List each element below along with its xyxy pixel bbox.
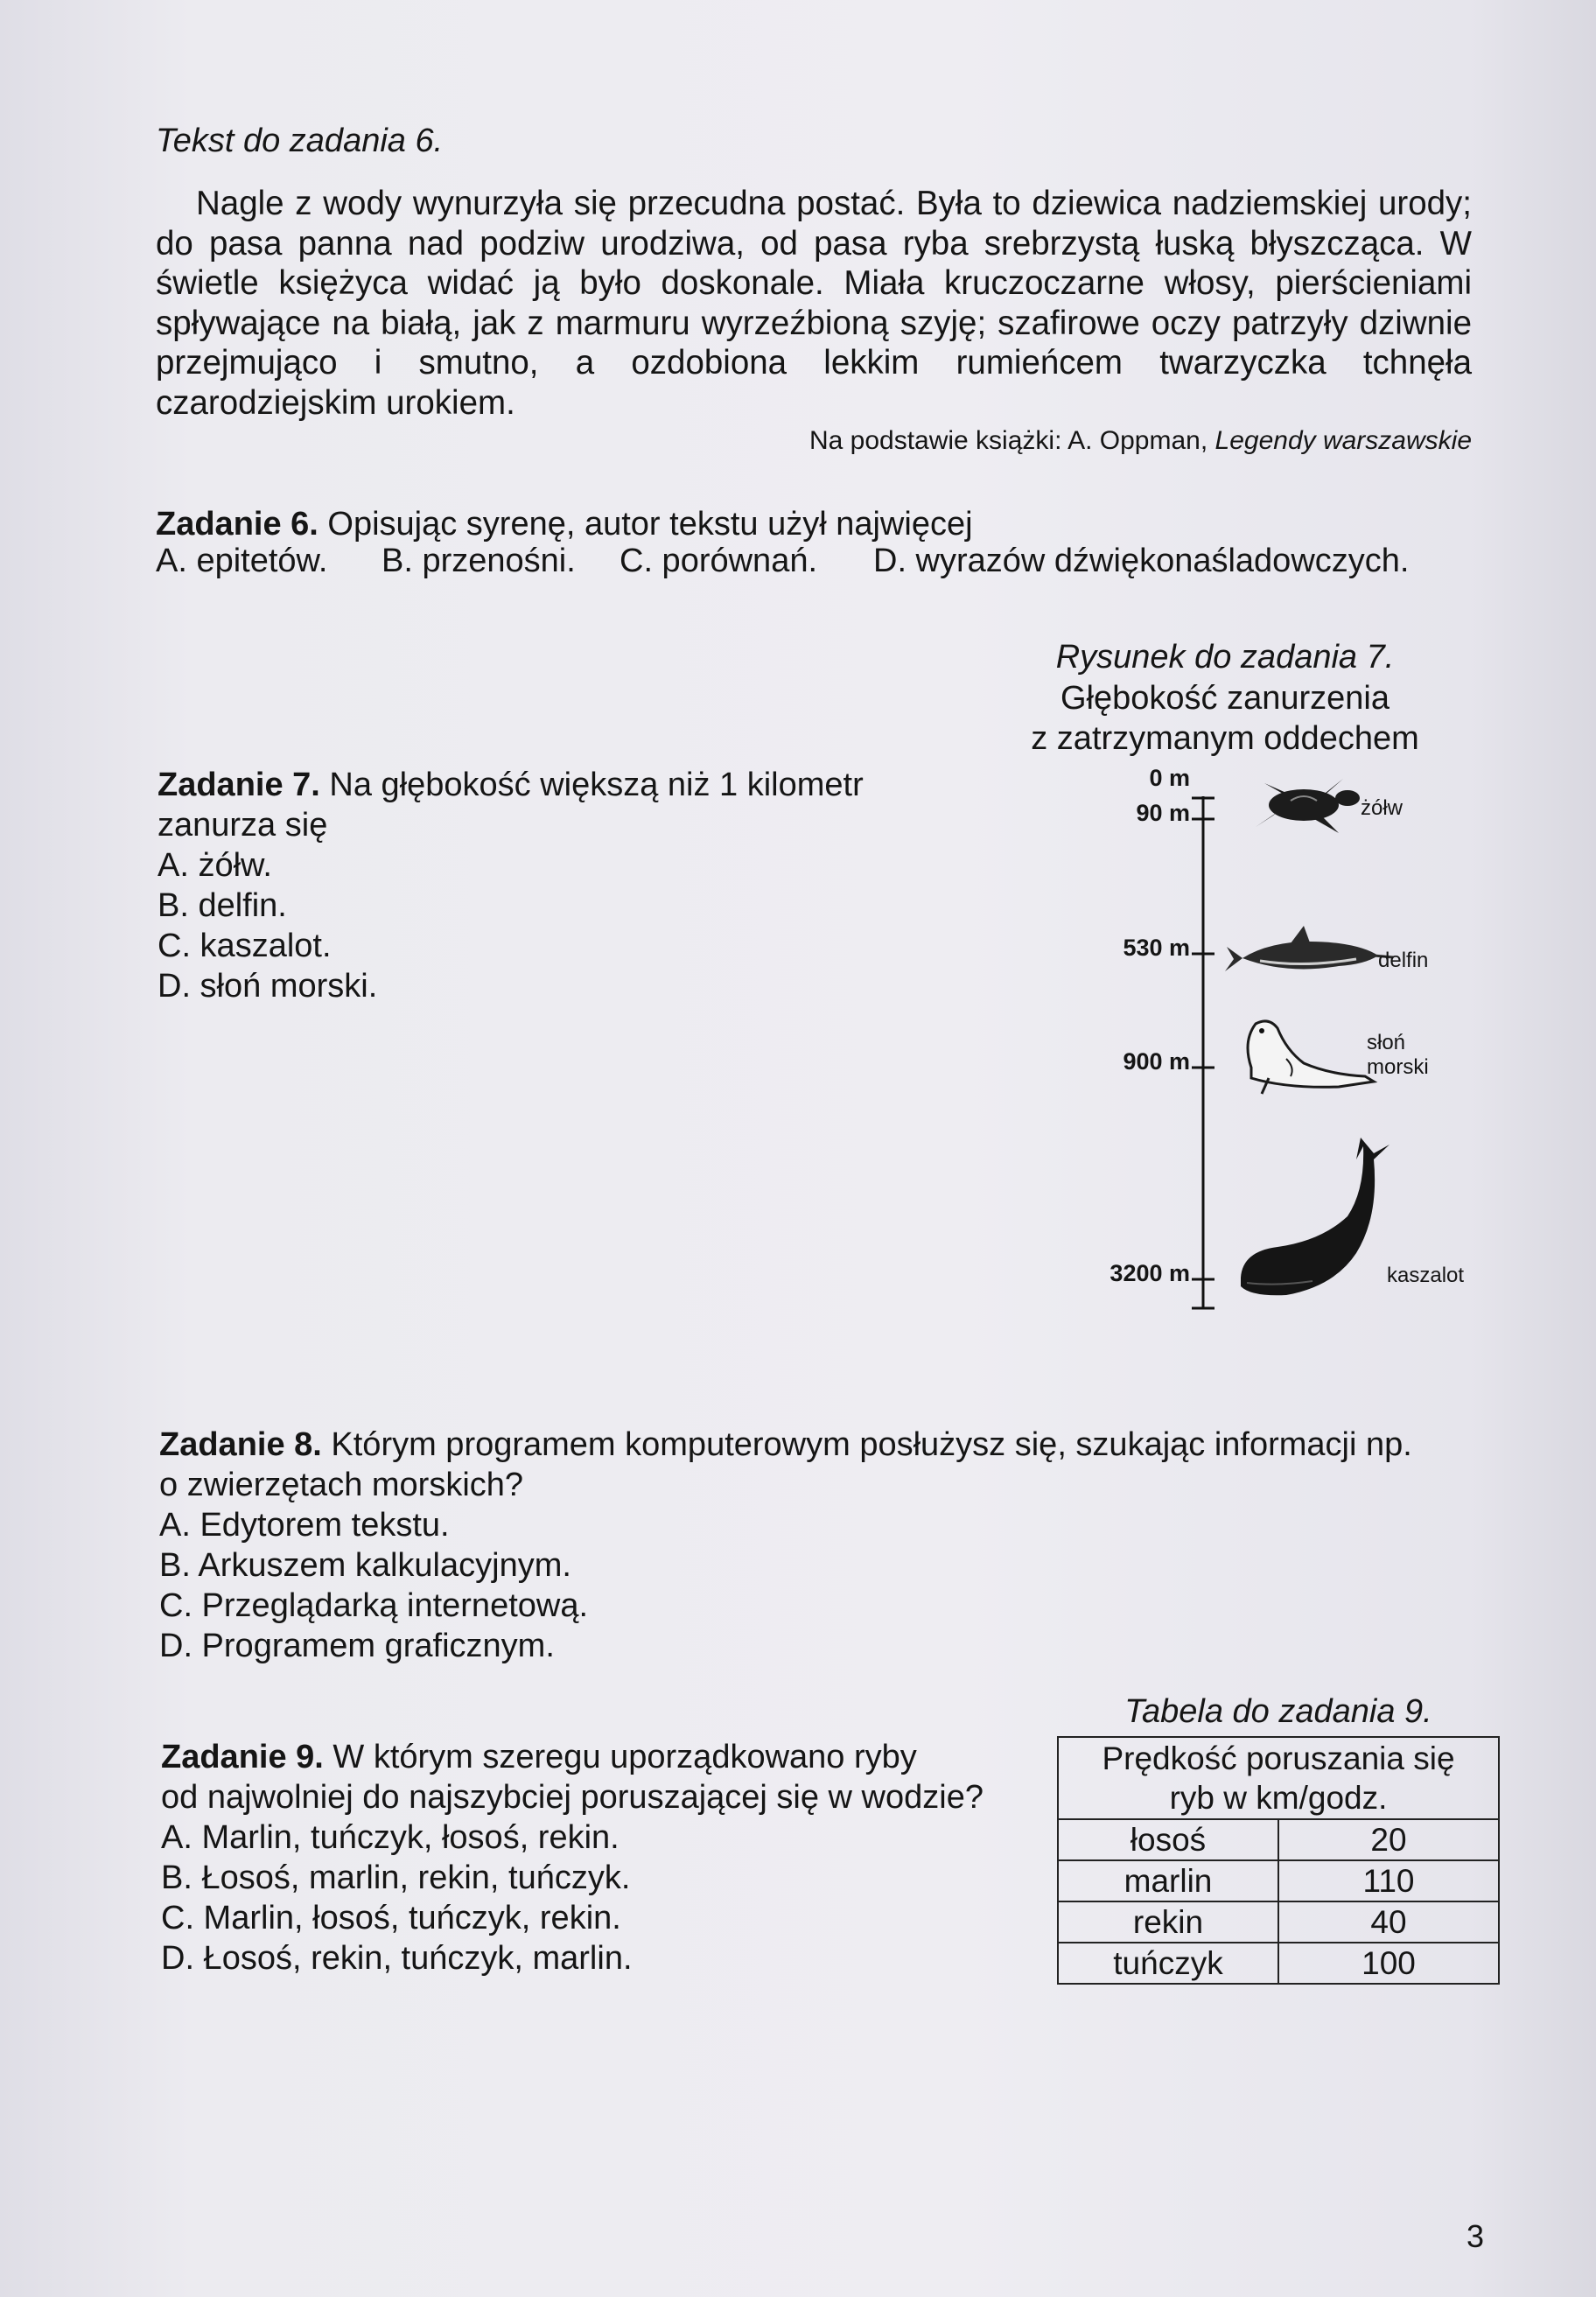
elephant-seal-icon (1248, 1021, 1374, 1094)
task6-question (156, 504, 973, 544)
task9-question (161, 1737, 1054, 1978)
fish-speed: 40 (1278, 1901, 1499, 1943)
page-number: 3 (1466, 2218, 1485, 2254)
fish-name: rekin (1058, 1901, 1278, 1943)
fish-name: marlin (1058, 1860, 1278, 1901)
source-note (735, 426, 1472, 456)
sperm-whale-icon (1241, 1138, 1390, 1295)
figure7-caption: Rysunek do zadania 7. (1055, 639, 1395, 676)
story-paragraph (156, 184, 1472, 423)
table-header-line2: ryb w km/godz. (1169, 1780, 1388, 1816)
label-seal-1: słoń (1367, 1031, 1406, 1054)
task9-question-line2: od najwolniej do najszybciej poruszającej się w wodzie? (161, 1779, 984, 1816)
fish-name: tuńczyk (1058, 1943, 1278, 1984)
task8-option-a[interactable]: A. Edytorem tekstu. (159, 1507, 450, 1544)
depth-diagram (989, 761, 1465, 1321)
task7-option-c[interactable]: C. kaszalot. (158, 928, 332, 964)
task7-question (158, 765, 945, 1006)
task6-option-a[interactable]: A. epitetów. (156, 543, 328, 579)
task9-option-a[interactable]: A. Marlin, tuńczyk, łosoś, rekin. (161, 1819, 620, 1856)
table-row (1058, 1901, 1499, 1943)
task7-label: Zadanie 7. (158, 767, 320, 803)
task6-question-text: Opisując syrenę, autor tekstu użył najwięcej (318, 506, 973, 543)
task9-option-b[interactable]: B. Łosoś, marlin, rekin, tuńczyk. (161, 1859, 631, 1896)
table-row (1058, 1943, 1499, 1984)
table-header-row (1058, 1737, 1499, 1819)
turtle-icon (1256, 779, 1360, 833)
table9-caption: Tabela do zadania 9. (1124, 1693, 1432, 1730)
task6-option-c[interactable]: C. porównań. (620, 543, 818, 579)
table-row (1058, 1819, 1499, 1860)
scale-label-0: 0 m (1149, 765, 1190, 791)
task7-option-a[interactable]: A. żółw. (158, 847, 272, 884)
scale-label-3200: 3200 m (1110, 1260, 1190, 1286)
figure7-title-line1: Głębokość zanurzenia (1060, 680, 1390, 717)
fish-speed: 100 (1278, 1943, 1499, 1984)
task8-question-line1: Którym programem komputerowym posłużysz się, szukając informacji np. (321, 1426, 1412, 1463)
table-row (1058, 1860, 1499, 1901)
story-text: Nagle z wody wynurzyła się przecudna postać. Była to dziewica nadziemskiej urody; do pasa panna nad podziw urodziwa, od pasa ryba srebrzystą łuską błyszcząca. W świetle księżyca widać ją było doskonale. Miała kruczoczarne włosy, pierścieniami spływające na białą, jak z marmuru wyrzeźbioną szyję; szafirowe oczy patrzyły dziwnie przejmująco i smutno, a ozdobiona lekkim rumieńcem twarzyczka tchnęła czarodziejskim urokiem. (156, 185, 1472, 422)
dolphin-icon (1225, 926, 1393, 971)
label-seal-2: morski (1367, 1055, 1429, 1079)
label-whale: kaszalot (1387, 1264, 1465, 1287)
table-header (1058, 1737, 1499, 1819)
text-heading: Tekst do zadania 6. (156, 123, 444, 159)
task8-question-line2: o zwierzętach morskich? (159, 1467, 524, 1503)
task8-option-d[interactable]: D. Programem graficznym. (159, 1628, 555, 1664)
task8-option-b[interactable]: B. Arkuszem kalkulacyjnym. (159, 1547, 571, 1584)
scale-label-530: 530 m (1123, 935, 1190, 961)
label-dolphin: delfin (1378, 949, 1429, 972)
fish-speed: 20 (1278, 1819, 1499, 1860)
task6-option-d[interactable]: D. wyrazów dźwiękonaśladowczych. (873, 543, 1410, 579)
fish-name: łosoś (1058, 1819, 1278, 1860)
task9-option-d[interactable]: D. Łosoś, rekin, tuńczyk, marlin. (161, 1940, 633, 1977)
source-title: Legendy warszawskie (1214, 426, 1472, 455)
scale-label-90: 90 m (1136, 800, 1190, 826)
task7-option-b[interactable]: B. delfin. (158, 887, 287, 924)
task9-question-line1: W którym szeregu uporządkowano ryby (323, 1739, 917, 1775)
task6-option-b[interactable]: B. przenośni. (382, 543, 576, 579)
table-header-line1: Prędkość poruszania się (1102, 1740, 1455, 1776)
scale-label-900: 900 m (1123, 1048, 1190, 1075)
task7-question-line1: Na głębokość większą niż 1 kilometr (319, 767, 864, 803)
task8-question (159, 1425, 1489, 1666)
task7-option-d[interactable]: D. słoń morski. (158, 968, 378, 1005)
task8-option-c[interactable]: C. Przeglądarką internetową. (159, 1587, 589, 1624)
fish-speed-table (1057, 1736, 1500, 1985)
task9-option-c[interactable]: C. Marlin, łosoś, tuńczyk, rekin. (161, 1900, 621, 1936)
source-prefix: Na podstawie książki: A. Oppman, (808, 426, 1215, 455)
task6-label: Zadanie 6. (156, 506, 318, 543)
label-turtle: żółw (1361, 796, 1404, 820)
figure7-title (1006, 678, 1444, 759)
task7-question-line2: zanurza się (158, 807, 328, 844)
task9-label: Zadanie 9. (161, 1739, 324, 1775)
fish-speed: 110 (1278, 1860, 1499, 1901)
task8-label: Zadanie 8. (159, 1426, 322, 1463)
figure7-title-line2: z zatrzymanym oddechem (1031, 720, 1419, 757)
